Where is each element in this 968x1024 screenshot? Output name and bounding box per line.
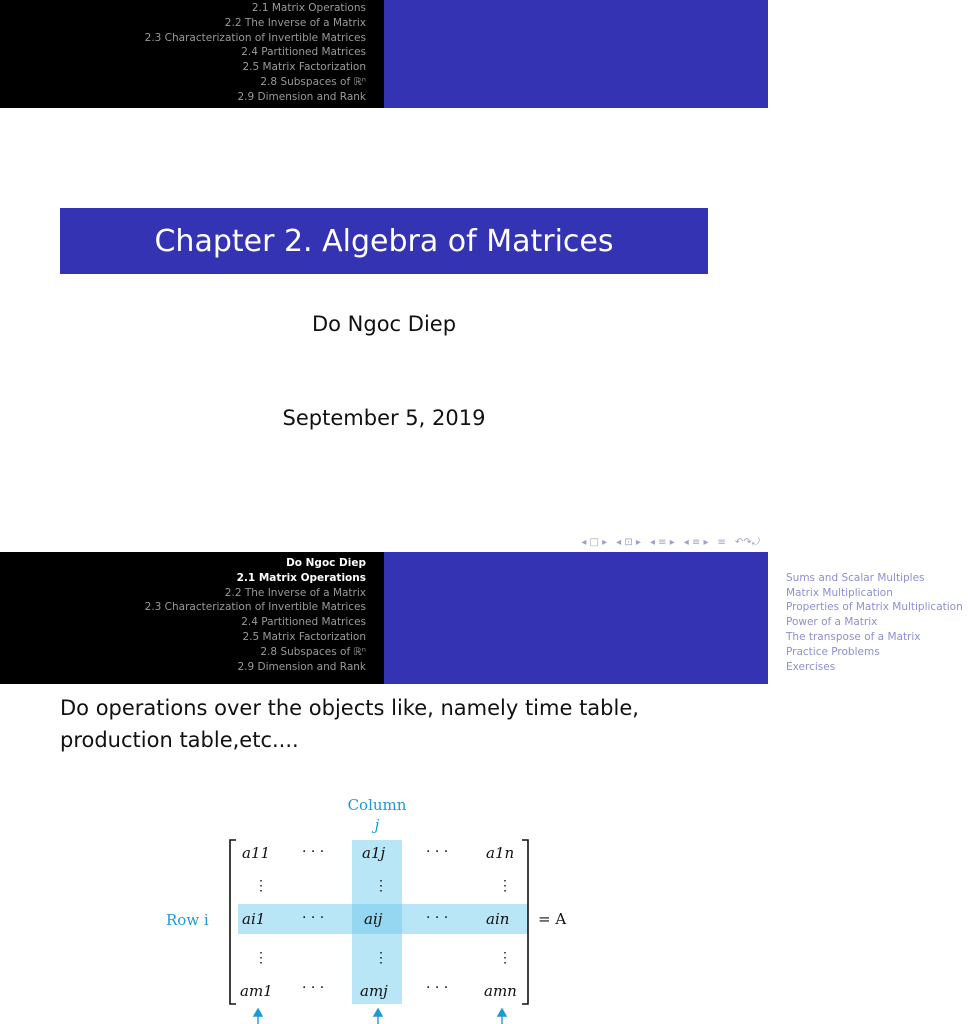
section-link[interactable]: 2.3 Characterization of Invertible Matrices xyxy=(144,601,366,614)
slide-body-text: Do operations over the objects like, namely time table, production table,etc.... xyxy=(60,696,639,752)
toc-nav-icon[interactable]: ≡ xyxy=(717,536,726,548)
section-link-active[interactable]: 2.1 Matrix Operations xyxy=(236,571,366,584)
frame-nav-icon[interactable]: ◂ □ ▸ xyxy=(581,536,608,548)
header-chapter-title[interactable]: Chapter 2. Algebra of Matrices xyxy=(786,557,968,569)
document-nav-icon[interactable]: ◂ ≡ ▸ xyxy=(683,536,709,548)
section-link[interactable]: 2.5 Matrix Factorization xyxy=(242,630,366,643)
header-right-panel xyxy=(384,552,968,684)
vdots: ⋮ xyxy=(498,950,512,966)
entry-aij: aij xyxy=(364,910,383,928)
section-link[interactable]: 2.5 Matrix Factorization xyxy=(242,61,366,74)
section-nav-icon[interactable]: ◂ ≡ ▸ xyxy=(649,536,675,548)
section-list xyxy=(145,1,366,105)
vdots: ⋮ xyxy=(374,878,388,894)
header-author[interactable]: Do Ngoc Diep xyxy=(286,557,366,569)
slide-title: Chapter 2. Algebra of Matrices xyxy=(154,223,614,259)
subsection-link[interactable]: Sums and Scalar Multiples xyxy=(786,571,925,584)
header-left-panel xyxy=(0,0,384,108)
entry-am1: am1 xyxy=(240,982,273,1000)
vdots: ⋮ xyxy=(498,878,512,894)
entry-ain: ain xyxy=(486,910,510,928)
equals-a: = A xyxy=(538,910,567,928)
vdots: ⋮ xyxy=(254,950,268,966)
title-slide xyxy=(0,0,768,550)
subsection-link[interactable]: Exercises xyxy=(786,660,836,673)
entry-a1n: a1n xyxy=(486,844,515,862)
author-name: Do Ngoc Diep xyxy=(311,312,457,336)
entry-amj: amj xyxy=(360,982,388,1000)
slide-header xyxy=(0,552,968,684)
entry-amn: amn xyxy=(484,982,517,1000)
left-bracket xyxy=(230,840,236,1004)
vdots: ⋮ xyxy=(254,878,268,894)
hdots: · · · xyxy=(302,980,325,996)
beamer-navigation-bar xyxy=(581,534,760,550)
section-link[interactable]: 2.2 The Inverse of a Matrix xyxy=(224,586,366,599)
subsection-link[interactable]: Practice Problems xyxy=(786,645,880,658)
title-banner xyxy=(60,208,708,274)
subsection-link[interactable]: Properties of Matrix Multiplication xyxy=(786,601,963,614)
hdots: · · · xyxy=(426,910,449,926)
slide-header xyxy=(0,0,768,108)
entry-ai1: ai1 xyxy=(242,910,266,928)
row-label: Row i xyxy=(166,911,209,929)
section-link[interactable]: 2.8 Subspaces of ℝⁿ xyxy=(260,75,366,88)
arrow-up-icon xyxy=(374,1009,382,1016)
vdots: ⋮ xyxy=(374,950,388,966)
section-list xyxy=(145,556,366,674)
subsection-list xyxy=(786,556,968,674)
column-index-label: j xyxy=(374,816,380,834)
entry-a1j: a1j xyxy=(362,844,386,862)
hdots: · · · xyxy=(302,910,325,926)
section-link[interactable]: 2.2 The Inverse of a Matrix xyxy=(224,16,366,29)
arrow-up-icon xyxy=(498,1009,506,1016)
search-back-nav-icon[interactable]: ↶↷⤾ xyxy=(734,536,760,548)
arrow-up-icon xyxy=(254,1009,262,1016)
section-link[interactable]: 2.8 Subspaces of ℝⁿ xyxy=(260,645,366,658)
subsection-link[interactable]: The transpose of a Matrix xyxy=(786,630,921,643)
matrix-diagram xyxy=(150,792,590,1024)
entry-a11: a11 xyxy=(242,844,271,862)
subsection-link[interactable]: Power of a Matrix xyxy=(786,616,878,629)
section-link[interactable]: 2.4 Partitioned Matrices xyxy=(241,616,366,629)
column-label: Column xyxy=(347,796,407,814)
header-right-panel xyxy=(384,0,768,108)
section-link[interactable]: 2.3 Characterization of Invertible Matrices xyxy=(144,31,366,44)
header-left-panel xyxy=(0,552,384,684)
section-link[interactable]: 2.9 Dimension and Rank xyxy=(237,90,366,103)
subsection-nav-icon[interactable]: ◂ ⊡ ▸ xyxy=(616,536,641,548)
presentation-date: September 5, 2019 xyxy=(282,406,486,430)
hdots: · · · xyxy=(426,980,449,996)
section-link[interactable]: 2.1 Matrix Operations xyxy=(251,2,366,14)
hdots: · · · xyxy=(426,844,449,860)
hdots: · · · xyxy=(302,844,325,860)
content-slide xyxy=(0,552,968,1024)
section-link[interactable]: 2.4 Partitioned Matrices xyxy=(241,46,366,59)
subsection-link[interactable]: Matrix Multiplication xyxy=(786,586,893,599)
section-link[interactable]: 2.9 Dimension and Rank xyxy=(237,660,366,673)
